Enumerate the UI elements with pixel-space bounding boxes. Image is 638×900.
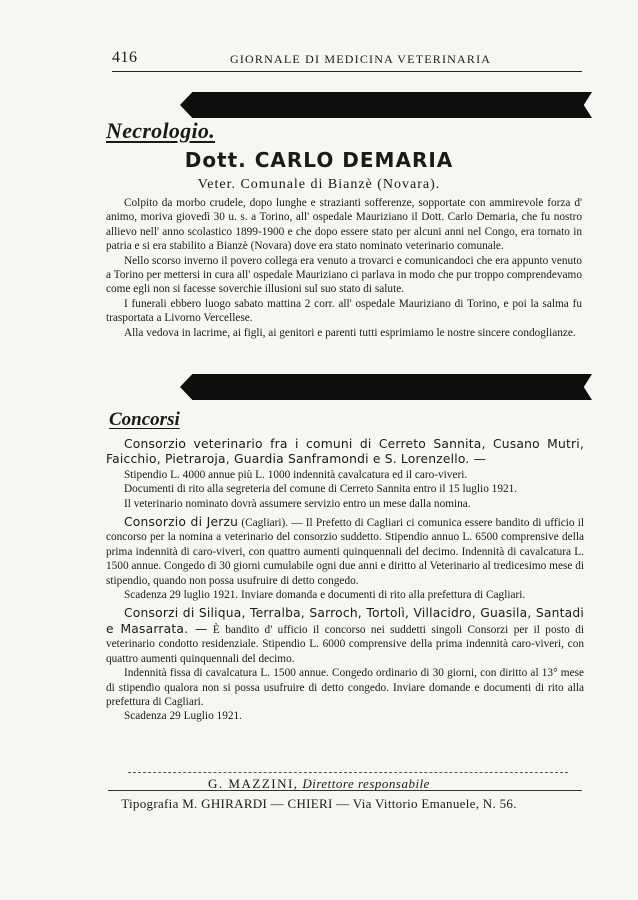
- concorso-paragraph: Scadenza 29 Luglio 1921.: [124, 710, 242, 723]
- printer-imprint: Tipografia M. GHIRARDI — CHIERI — Via Vittorio Emanuele, N. 56.: [121, 796, 517, 811]
- separator-line: [128, 772, 568, 773]
- black-ornament-bar: [180, 374, 592, 400]
- black-ornament-bar: [180, 92, 592, 118]
- header-rule: [112, 71, 582, 72]
- concorso-heading: Consorzio veterinario fra i comuni di Cerreto Sannita, Cusano Mutri, Faicchio, Pietraroja, Guardia Sanframondi e S. Lorenzello. —: [106, 437, 584, 467]
- footer-rule: [108, 790, 582, 791]
- concorso-heading: Consorzio di Jerzu: [124, 515, 239, 530]
- obituary-paragraph: I funerali ebbero luogo sabato mattina 2 corr. all' ospedale Mauriziano di Torino, e poi la salma fu trasportata a Livorno Vercellese.: [106, 297, 582, 325]
- running-header: [112, 49, 572, 71]
- concorso-paragraph: Il veterinario nominato dovrà assumere servizio entro un mese dalla nomina.: [124, 497, 471, 510]
- concorso-paragraph: Scadenza 29 luglio 1921. Inviare domanda e documenti di rito alla prefettura di Cagliari.: [124, 589, 526, 602]
- concorsi-section-title: Concorsi: [109, 409, 180, 430]
- concorsi-list: [106, 437, 584, 724]
- director-name: G. MAZZINI,: [208, 776, 299, 791]
- concorso-entry: [106, 606, 584, 666]
- director-role: Direttore responsabile: [302, 776, 430, 791]
- concorso-text: (Cagliari). — Il Prefetto di Cagliari ci comunica essere bandito di ufficio il concorso per la nomina a veterinario del consorzio suddetto. Stipendio annuo L. 6500 comprensive della prima indennità di caro-viveri, con quattro aumenti quinquennali del decimo. Indennità di cavalcatura L. 1500 annue. Congedo di 30 giorni cumulabile ogni due anni e diritto al Veterinario al tredicesimo mese di stipendio, quando non possa usufruire di detto congedo.: [106, 517, 585, 587]
- concorso-entry: [106, 515, 584, 588]
- concorso-paragraph: Documenti di rito alla segreteria del comune di Cerreto Sannita entro il 15 luglio 1921.: [124, 483, 518, 496]
- concorso-heading: Consorzi di Siliqua, Terralba, Sarroch, Tortolì, Villacidro, Guasila, Santadi e Masarrata. —: [106, 606, 584, 636]
- page-number: 416: [112, 49, 138, 66]
- obituary-subtitle: Veter. Comunale di Bianzè (Novara).: [197, 177, 441, 192]
- concorso-entry: [106, 437, 584, 468]
- obituary-paragraph: Colpito da morbo crudele, dopo lunghe e strazianti sofferenze, sopportate con ammirevole forza d' animo, moriva giovedì 30 u. s. a Torino, all' ospedale Mauriziano il Dott. Carlo Demaria, che fu nostro allievo nell' anno scolastico 1899-1900 e che dopo essere stato per alcuni anni nel Congo, era tornato in patria e si era stabilito a Bianzè (Novara) dove era stato nominato veterinario comunale.: [106, 197, 582, 253]
- obituary-paragraph: Nello scorso inverno il povero collega era venuto a trovarci e comunicandoci che era appunto venuto a Torino per mettersi in cura all' ospedale Mauriziano ci parlava in modo che pur troppo comprendevamo come egli non si facesse soverchie illusioni sul suo stato di salute.: [106, 254, 582, 296]
- obituary-paragraph: Alla vedova in lacrime, ai figli, ai genitori e parenti tutti esprimiamo le nostre sincere condoglianze.: [124, 326, 576, 339]
- concorso-paragraph: Stipendio L. 4000 annue più L. 1000 indennità cavalcatura ed il caro-viveri.: [124, 468, 468, 481]
- concorso-text: È bandito d' ufficio il concorso nei suddetti singoli Consorzi per il posto di veterinario condotto residenziale. Stipendio L. 6000 comprensive della prima indennità caro-viveri, con quattro aumenti quinquennali del decimo.: [106, 623, 584, 665]
- obituary-text: [106, 196, 582, 340]
- obituary-name: Dott. CARLO DEMARIA: [184, 148, 454, 172]
- necrology-section-title: Necrologio.: [106, 118, 216, 143]
- journal-title: GIORNALE DI MEDICINA VETERINARIA: [230, 52, 492, 66]
- concorso-paragraph: Indennità fissa di cavalcatura L. 1500 annue. Congedo ordinario di 30 giorni, con diritto al 13° mese di stipendio qualora non si possa usufruire di detto congedo. Inviare domande e documenti di rito alla prefettura di Cagliari.: [106, 667, 584, 708]
